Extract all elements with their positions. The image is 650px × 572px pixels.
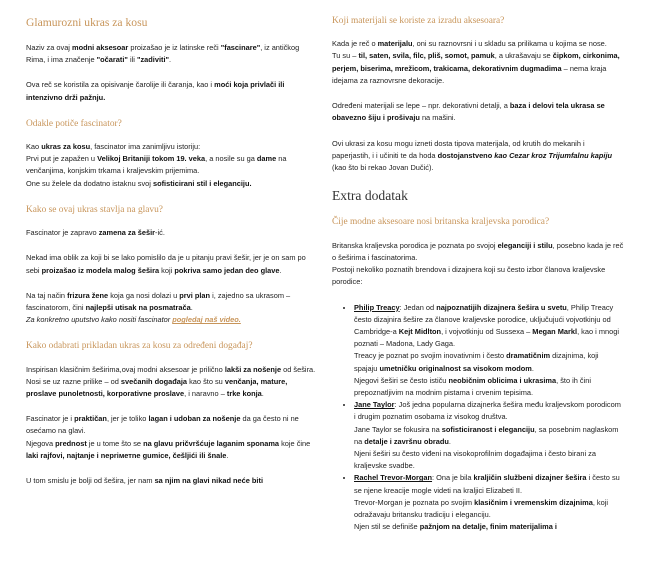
- wear-heading: Kako se ovaj ukras stavlja na glavu?: [26, 204, 163, 215]
- video-link[interactable]: pogledaj naš video.: [172, 315, 241, 325]
- dignity-paragraph: Ovi ukrasi za kosu mogu izneti dosta tipova materijala, od krutih do mekanih i paperjastih, i i učiniti te da hoda dostojanstveno kao Cezar kroz Trijumfalnu kapiju (kao što bi rekao Jovan Dučić).: [332, 138, 613, 172]
- magic-paragraph: Ova reč se koristila za opisivanje čarolije ili čaranja, kao i moći koja privlači ili intenzivno drži pažnju.: [26, 80, 285, 102]
- materials-paragraph: Kada je reč o materijalu, oni su raznovrsni i u skladu sa prilikama u kojima se nose. Tu su – til, saten, svila, filc, pliš, somot, pamuk, a ukrašavaju se čipkom, cirkonima, perjem, biserima, mrežicom, trakicama, dekorativnim dugmadima – nema kraja idejama za raznovrsne dekoracije.: [332, 39, 620, 85]
- list-item: • Jane Taylor: Još jedna popularna dizajnerka šešira među kraljevskom porodicom i drugim poznatim osobama iz visokog društva. Jane Taylor se fokusira na sofisticiranost i eleganciju, sa posebnim naglaskom na detalje i završnu obradu. Njeni šeširi su često viđeni na visokoprofilnim događajima i često birani za kraljevske svadbe.: [354, 399, 624, 472]
- designer-list: [332, 302, 624, 534]
- list-item: • Rachel Trevor-Morgan: Ona je bila kraljičin službeni dizajner šešira i često su se njene kreacije mogle videti na kraljici Elizabeti II. Trevor-Morgan je poznata po svojim klasičnim i vremenskim dizajnima, koji odražavaju britansku tradiciju i eleganciju. Njen stil se definiše pažnjom na detalje, finim materijalima i: [354, 472, 624, 533]
- page-title: Glamurozni ukras za kosu: [26, 16, 148, 29]
- practical-paragraph: Fascinator je i praktičan, jer je toliko lagan i udoban za nošenje da ga često ni ne osećamo na glavi. Njegova prednost je u tome što se na glavu pričvršćuje laganim sponama koje čine laki rajfovi, najtanje i nepriметne gumice, češljići ili šnale.: [26, 414, 311, 460]
- extra-heading: Extra dodatak: [332, 188, 408, 204]
- better-paragraph: U tom smislu je bolji od šešira, jer nam sa njim na glavi nikad neće biti: [26, 476, 263, 486]
- choose-heading: Kako odabrati prikladan ukras za kosu za određeni događaj?: [26, 341, 253, 352]
- history-paragraph: Kao ukras za kosu, fascinator ima zanimljivu istoriju: Prvi put je zapažen u Velikoj Britaniji tokom 19. veka, a nosile su ga dame na venčanjima, konjskim trkama i kraljevskim prijemima. One su želele da dodatno istaknu svoj sofisticirani stil i eleganciju.: [26, 142, 287, 188]
- royal-paragraph: Britanska kraljevska porodica je poznata po svojoj eleganciji i stilu, posebno kada je reč o šeširima i fascinatorima. Postoji nekoliko poznatih brendova i dizajnera koji su često izbor članova kraljevske porodice:: [332, 240, 624, 287]
- british-heading: Čije modne aksesoare nosi britanska kraljevska porodica?: [332, 217, 550, 228]
- substitute-paragraph: Fascinator je zapravo zamena za šešir-ić.: [26, 228, 165, 238]
- hairstyle-paragraph: Na taj način frizura žene koja ga nosi dolazi u prvi plan i, zajedno sa ukrasom – fascinatorom, čini najlepši utisak na posmatrača. Za konkretno uputstvo kako nositi fascinator pogledaj naš video.: [26, 290, 291, 325]
- left-column: [26, 0, 316, 487]
- materials-heading: Koji materijali se koriste za izradu aksesoara?: [332, 16, 505, 26]
- sewing-paragraph: Određeni materijali se lepe – npr. dekorativni detalji, a baza i delovi tela ukrasa se obavezno šiju i prošivaju na mašini.: [332, 101, 605, 123]
- origin-heading: Odakle potiče fascinator?: [26, 118, 122, 129]
- inspired-paragraph: Inspirisan klasičnim šeširima,ovaj modni aksesoar je prilično lakši za nošenje od šešira. Nosi se uz razne prilike – od svečanih događaja kao što su venčanja, mature, proslave punoletnosti, korporativne proslave, i naravno – trke konja.: [26, 364, 316, 398]
- shape-paragraph: Nekad ima oblik za koji bi se lako pomislilo da je u pitanju pravi šešir, jer je on sam po sebi proizašao iz modela malog šešira koji pokriva samo jedan deo glave.: [26, 253, 306, 275]
- intro-paragraph: Naziv za ovaj modni aksesoar proizašao je iz latinske reči "fascinare", iz antičkog Rima, i ima značenje "očarati" ili "zadiviti".: [26, 42, 300, 65]
- list-item: • Philip Treacy: Jedan od najpoznatijih dizajnera šešira u svetu, Philip Treacy često dizajnira šešire za članove kraljevske porodice, uključujući vojvotkinju od Cambridge-a Kejt Midlton, i vojvotkinju od Sussexa – Megan Markl, kao i mnogi poznati – Madona, Lady Gaga. Treacy je poznat po svojim inovativnim i često dramatičnim dizajnima, koji spajaju umetničku originalnost sa visokom modom. Njegovi šeširi se često ističu neobičnim oblicima i ukrasima, što ih čini prepoznatljivim na modnim pistama i crvenim tepisima.: [354, 302, 624, 400]
- right-column: [332, 0, 624, 533]
